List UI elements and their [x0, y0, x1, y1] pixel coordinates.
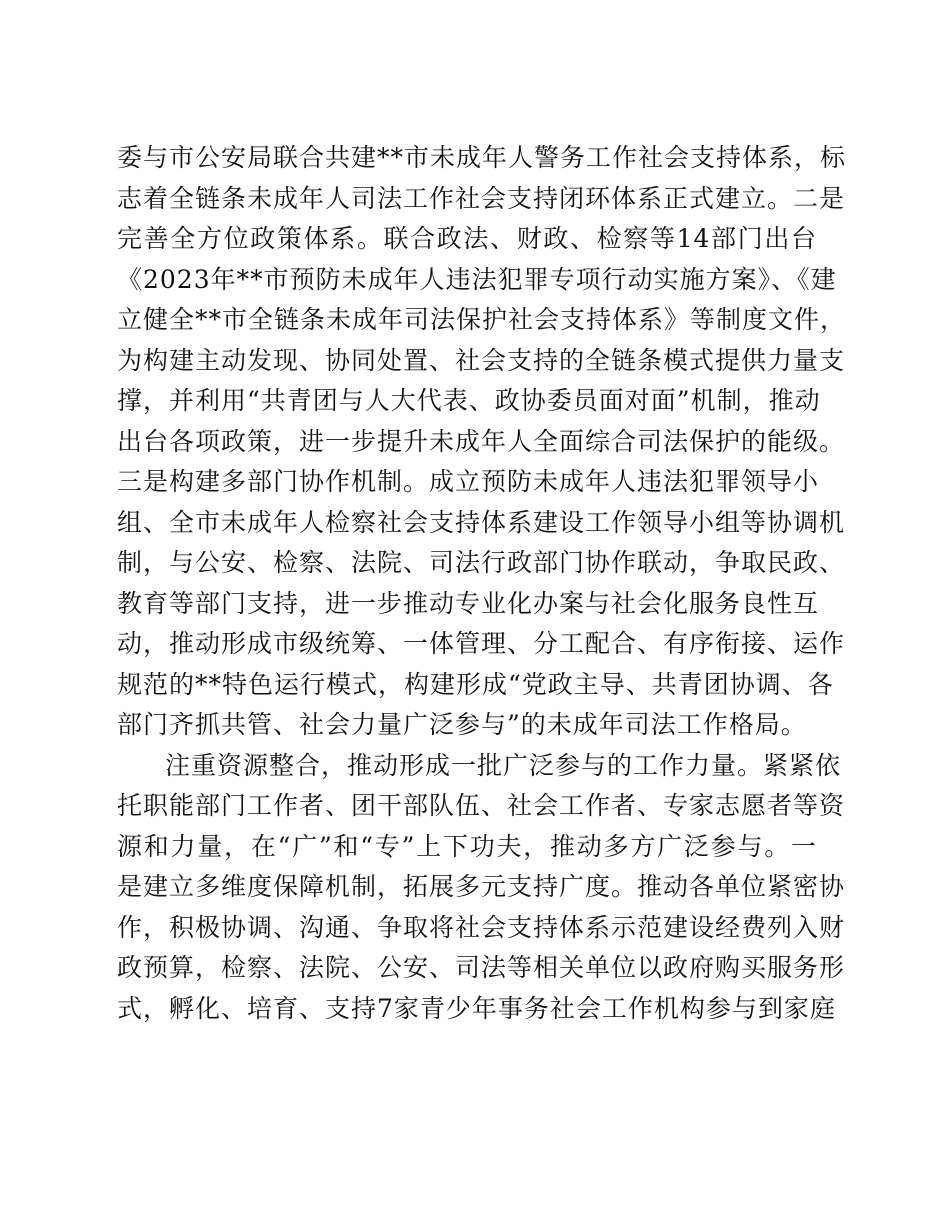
text-line: 部门齐抓共管、社会力量广泛参与”的未成年司法工作格局。: [117, 710, 807, 739]
text-line: 立健全**市全链条未成年司法保护社会支持体系》等制度文件，: [117, 305, 847, 334]
text-line: 式，孵化、培育、支持7家青少年事务社会工作机构参与到家庭: [117, 993, 836, 1023]
paragraph-first-line: 注重资源整合，推动形成一批广泛参与的工作力量。紧紧依: [165, 750, 842, 780]
text-line: 是建立多维度保障机制，拓展多元支持广度。推动各单位紧密协: [117, 872, 846, 901]
text-line: 教育等部门支持，进一步推动专业化办案与社会化服务良性互: [117, 588, 820, 618]
text-line: 出台各项政策，进一步提升未成年人全面综合司法保护的能级。: [117, 426, 846, 456]
text-line: 为构建主动发现、协同处置、社会支持的全链条模式提供力量支: [117, 345, 846, 375]
text-line: 政预算，检察、法院、公安、司法等相关单位以政府购买服务形: [117, 953, 846, 982]
text-line: 规范的**特色运行模式，构建形成“党政主导、共青团协调、各: [117, 669, 834, 699]
text-line: 作，积极协调、沟通、争取将社会支持体系示范建设经费列入财: [117, 912, 846, 942]
text-line: 源和力量，在“广”和“专”上下功夫，推动多方广泛参与。一: [117, 831, 817, 861]
text-line: 完善全方位政策体系。联合政法、财政、检察等14部门出台: [117, 224, 817, 253]
text-line: 组、全市未成年人检察社会支持体系建设工作领导小组等协调机: [117, 507, 846, 537]
text-line: 委与市公安局联合共建**市未成年人警务工作社会支持体系，标: [117, 143, 847, 172]
text-line: 三是构建多部门协作机制。成立预防未成年人违法犯罪领导小: [117, 467, 820, 496]
text-line: 制，与公安、检察、法院、司法行政部门协作联动，争取民政、: [117, 548, 846, 577]
text-line: 志着全链条未成年人司法工作社会支持闭环体系正式建立。二是: [117, 183, 846, 213]
document-body: [117, 138, 847, 1029]
text-line: 动，推动形成市级统筹、一体管理、分工配合、有序衔接、运作: [117, 629, 846, 658]
text-line: 托职能部门工作者、团干部队伍、社会工作者、专家志愿者等资: [117, 791, 846, 820]
text-line: 撑，并利用“共青团与人大代表、政协委员面对面”机制，推动: [117, 386, 821, 415]
text-line: 《2023年**市预防未成年人违法犯罪专项行动实施方案》、《建: [117, 264, 837, 294]
